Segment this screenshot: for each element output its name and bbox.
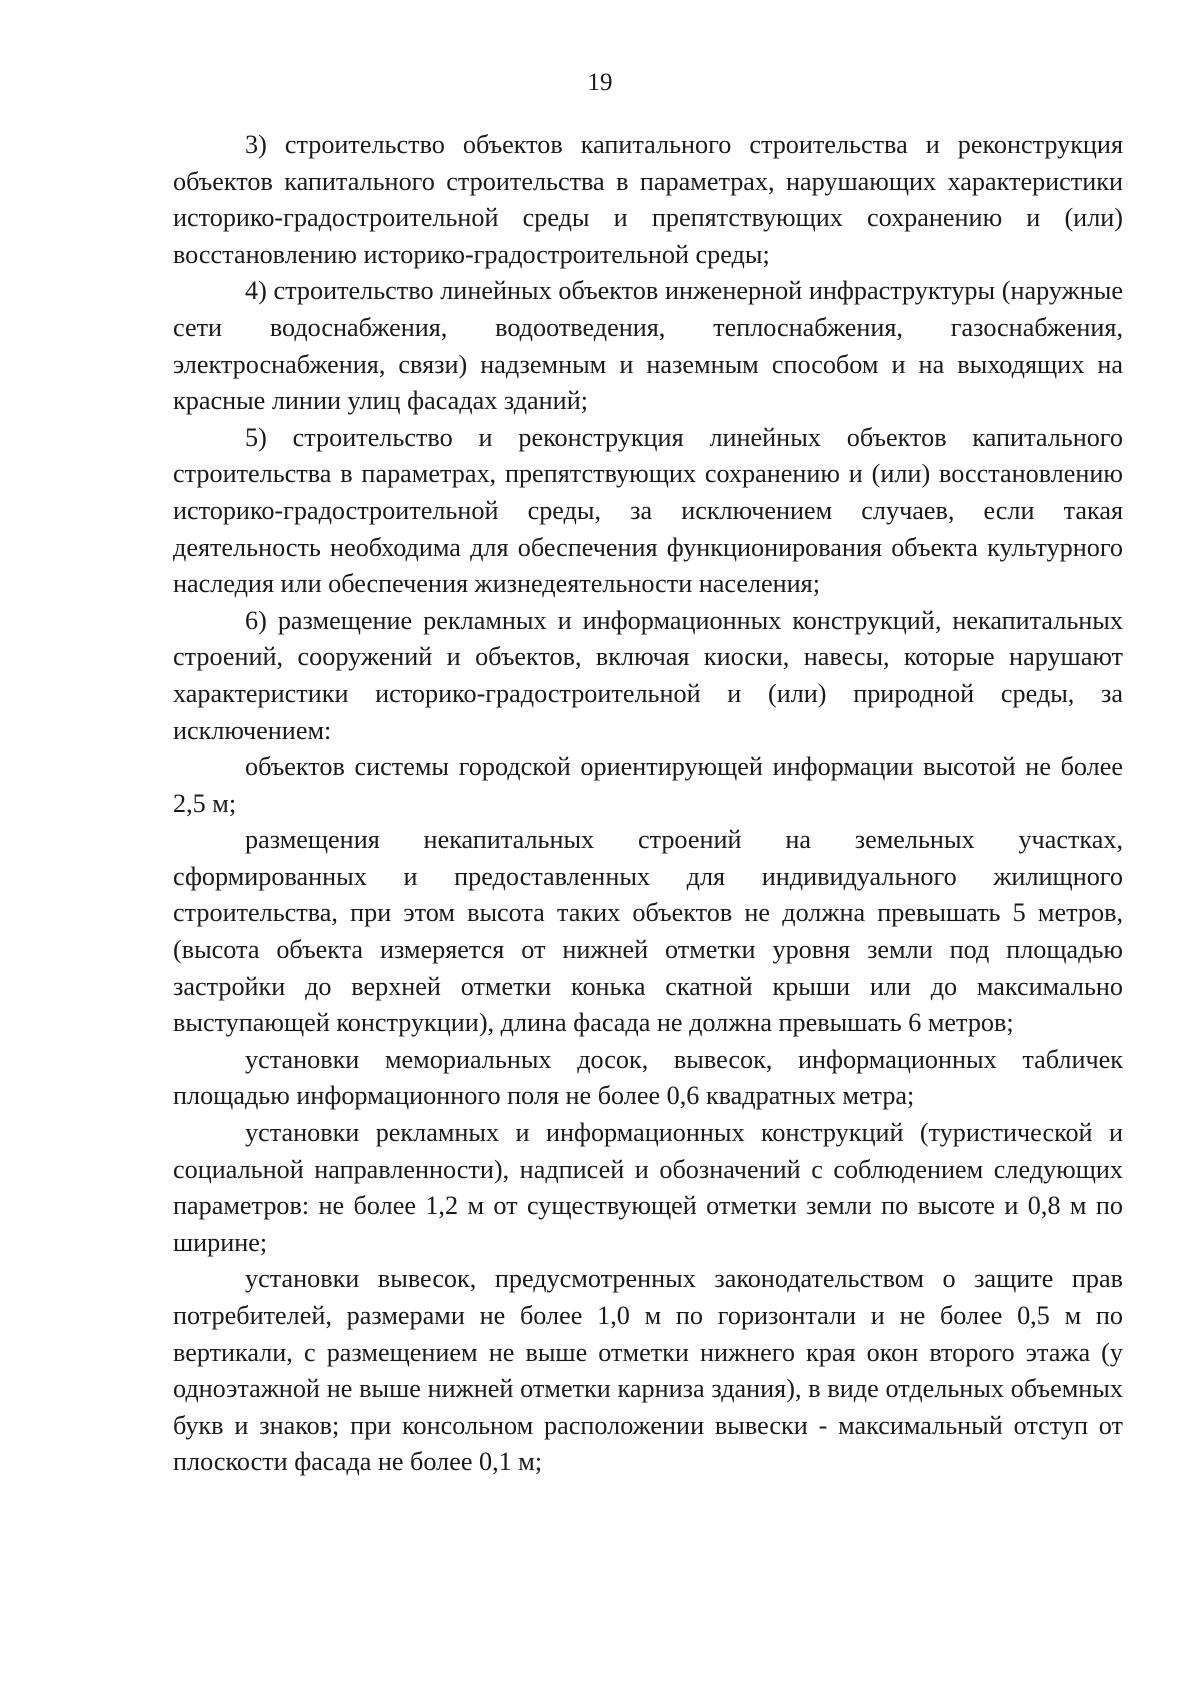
paragraph-exception-noncapital-structures: размещения некапитальных строений на земельных участках, сформированных и предоставленных для индивидуального жилищного строительства, при этом высота таких объектов не должна превышать 5 метров, (высота объекта измеряется от нижней отметки уровня земли под площадью застройки до верхней отметки конька скатной крыши или до максимально выступающей конструкции), длина фасада не должна превышать 6 метров; — [173, 825, 1123, 1038]
paragraph-item-3: 3) строительство объектов капитального строительства и реконструкция объектов капитального строительства в параметрах, нарушающих характеристики историко-градостроительной среды и препятствующих сохранению и (или) восстановлению историко-градостроительной среды; — [173, 130, 1123, 269]
paragraph-exception-advertising-structures: установки рекламных и информационных конструкций (туристической и социальной направленности), надписей и обозначений с соблюдением следующих параметров: не более 1,2 м от существующей отметки земли по высоте и 0,8 м по ширине; — [173, 1118, 1123, 1257]
paragraph-exception-signboards: установки вывесок, предусмотренных законодательством о защите прав потребителей, размерами не более 1,0 м по горизонтали и не более 0,5 м по вертикали, с размещением не выше отметки нижнего края окон второго этажа (у одноэтажной не выше нижней отметки карниза здания), в виде отдельных объемных букв и знаков; при консольном расположении вывески - максимальный отступ от плоскости фасада не более 0,1 м; — [173, 1264, 1123, 1477]
paragraph-exception-orientation-objects: объектов системы городской ориентирующей информации высотой не более 2,5 м; — [173, 752, 1123, 818]
paragraph-item-4: 4) строительство линейных объектов инженерной инфраструктуры (наружные сети водоснабжения, водоотведения, теплоснабжения, газоснабжения, электроснабжения, связи) надземным и наземным способом и на выходящих на красные линии улиц фасадах зданий; — [173, 276, 1123, 416]
paragraph-item-6: 6) размещение рекламных и информационных конструкций, некапитальных строений, сооружений и объектов, включая киоски, навесы, которые нарушают характеристики историко-градостроительной и (или) природной среды, за исключением: — [173, 605, 1123, 745]
page-number: 19 — [587, 69, 613, 96]
paragraph-item-5: 5) строительство и реконструкция линейных объектов капитального строительства в параметрах, препятствующих сохранению и (или) восстановлению историко-градостроительной среды, за исключением случаев, если такая деятельность необходима для обеспечения функционирования объекта культурного наследия или обеспечения жизнедеятельности населения; — [173, 422, 1123, 599]
document-body — [173, 127, 1123, 1481]
paragraph-exception-memorial-plaques: установки мемориальных досок, вывесок, информационных табличек площадью информационного поля не более 0,6 квадратных метра; — [173, 1044, 1123, 1111]
